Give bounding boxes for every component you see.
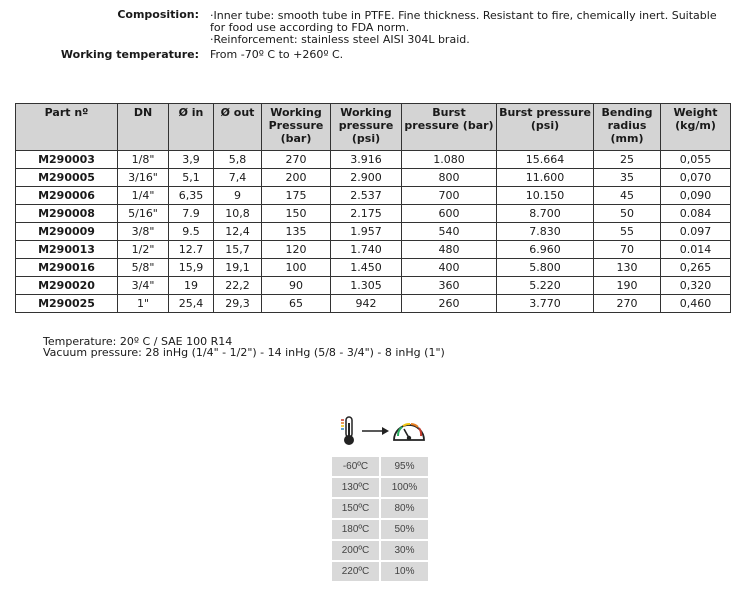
table-cell: 1.080	[402, 151, 497, 169]
table-cell: 150	[262, 205, 331, 223]
table-cell: 3.770	[497, 295, 594, 313]
table-cell: 120	[262, 241, 331, 259]
table-cell: 0,090	[661, 187, 731, 205]
table-cell: 600	[402, 205, 497, 223]
table-cell: 190	[594, 277, 661, 295]
vacuum-note: Vacuum pressure: 28 inHg (1/4" - 1/2") - 14 inHg (5/8 - 3/4") - 8 inHg (1")	[43, 346, 445, 359]
pressure-percent-cell: 95%	[381, 457, 428, 476]
table-cell: 2.175	[331, 205, 402, 223]
table-cell: 5/8"	[118, 259, 169, 277]
pressure-percent-cell: 10%	[381, 562, 428, 581]
derating-row	[332, 499, 428, 518]
working-temperature-label: Working temperature:	[60, 48, 199, 61]
table-cell: 0,460	[661, 295, 731, 313]
table-cell: 15,7	[214, 241, 262, 259]
column-header: Working pressure (psi)	[331, 104, 402, 151]
column-header: DN	[118, 104, 169, 151]
table-cell: 3/16"	[118, 169, 169, 187]
table-row	[16, 205, 731, 223]
table-row	[16, 259, 731, 277]
column-header: Part nº	[16, 104, 118, 151]
table-cell: 5/16"	[118, 205, 169, 223]
column-header: Burst pressure (bar)	[402, 104, 497, 151]
table-cell: 19,1	[214, 259, 262, 277]
table-cell: 10,8	[214, 205, 262, 223]
derating-row	[332, 478, 428, 497]
pressure-percent-cell: 100%	[381, 478, 428, 497]
column-header: Ø in	[169, 104, 214, 151]
table-cell: 1.740	[331, 241, 402, 259]
table-row	[16, 277, 731, 295]
arrow-right-icon	[362, 427, 389, 435]
table-cell: 1.305	[331, 277, 402, 295]
table-cell: 5.800	[497, 259, 594, 277]
table-cell: 22,2	[214, 277, 262, 295]
table-cell: 175	[262, 187, 331, 205]
table-cell: 3.916	[331, 151, 402, 169]
table-cell: 3/8"	[118, 223, 169, 241]
table-cell: 800	[402, 169, 497, 187]
table-cell: 45	[594, 187, 661, 205]
temperature-cell: 200ºC	[332, 541, 379, 560]
column-header: Burst pressure (psi)	[497, 104, 594, 151]
table-cell: 25,4	[169, 295, 214, 313]
table-row	[16, 187, 731, 205]
table-cell: 130	[594, 259, 661, 277]
table-cell: 11.600	[497, 169, 594, 187]
table-cell: 0.097	[661, 223, 731, 241]
table-cell: 7,4	[214, 169, 262, 187]
table-cell: 5,1	[169, 169, 214, 187]
table-cell: 3,9	[169, 151, 214, 169]
derating-row	[332, 520, 428, 539]
working-temperature-value: From -70º C to +260º C.	[210, 48, 344, 61]
temperature-cell: 180ºC	[332, 520, 379, 539]
table-cell: 19	[169, 277, 214, 295]
table-cell: 2.900	[331, 169, 402, 187]
table-cell: 7.9	[169, 205, 214, 223]
pressure-gauge-icon	[394, 424, 424, 440]
composition-line: ·Inner tube: smooth tube in PTFE. Fine thickness. Resistant to fire, chemically inert. Suitable for food use according to FDA norm.	[210, 9, 717, 34]
table-cell: 12.7	[169, 241, 214, 259]
table-cell: 5.220	[497, 277, 594, 295]
table-cell: 29,3	[214, 295, 262, 313]
composition-spec	[0, 9, 747, 45]
table-cell: 65	[262, 295, 331, 313]
part-number-cell: M290025	[16, 295, 118, 313]
table-cell: 0.014	[661, 241, 731, 259]
parts-table	[15, 103, 731, 313]
table-cell: 1.450	[331, 259, 402, 277]
temperature-pressure-table	[330, 455, 430, 583]
composition-value	[210, 10, 730, 46]
part-number-cell: M290009	[16, 223, 118, 241]
table-cell: 70	[594, 241, 661, 259]
table-cell: 1/4"	[118, 187, 169, 205]
pressure-percent-cell: 50%	[381, 520, 428, 539]
table-cell: 90	[262, 277, 331, 295]
part-number-cell: M290020	[16, 277, 118, 295]
table-cell: 200	[262, 169, 331, 187]
part-number-cell: M290006	[16, 187, 118, 205]
table-cell: 9.5	[169, 223, 214, 241]
table-cell: 9	[214, 187, 262, 205]
table-row	[16, 169, 731, 187]
table-header-row	[16, 104, 731, 151]
table-cell: 55	[594, 223, 661, 241]
table-cell: 3/4"	[118, 277, 169, 295]
part-number-cell: M290005	[16, 169, 118, 187]
table-cell: 135	[262, 223, 331, 241]
temperature-cell: -60ºC	[332, 457, 379, 476]
table-cell: 1"	[118, 295, 169, 313]
table-cell: 10.150	[497, 187, 594, 205]
part-number-cell: M290003	[16, 151, 118, 169]
table-cell: 270	[594, 295, 661, 313]
part-number-cell: M290013	[16, 241, 118, 259]
temperature-cell: 130ºC	[332, 478, 379, 497]
table-cell: 0,055	[661, 151, 731, 169]
table-cell: 6.960	[497, 241, 594, 259]
column-header: Bending radius (mm)	[594, 104, 661, 151]
table-cell: 0.084	[661, 205, 731, 223]
composition-label: Composition:	[117, 8, 199, 21]
table-cell: 2.537	[331, 187, 402, 205]
table-cell: 100	[262, 259, 331, 277]
table-row	[16, 151, 731, 169]
derating-row	[332, 457, 428, 476]
composition-line: ·Reinforcement: stainless steel AISI 304L braid.	[210, 33, 470, 46]
table-row	[16, 241, 731, 259]
temperature-cell: 220ºC	[332, 562, 379, 581]
thermometer-icon	[341, 417, 354, 445]
temperature-note: Temperature: 20º C / SAE 100 R14	[43, 335, 233, 348]
table-cell: 12,4	[214, 223, 262, 241]
table-cell: 400	[402, 259, 497, 277]
column-header: Ø out	[214, 104, 262, 151]
notes	[43, 336, 445, 358]
derating-row	[332, 541, 428, 560]
table-row	[16, 223, 731, 241]
column-header: Weight (kg/m)	[661, 104, 731, 151]
table-cell: 6,35	[169, 187, 214, 205]
derating-icons	[338, 414, 428, 446]
table-cell: 480	[402, 241, 497, 259]
table-cell: 25	[594, 151, 661, 169]
table-cell: 270	[262, 151, 331, 169]
pressure-percent-cell: 30%	[381, 541, 428, 560]
table-cell: 0,320	[661, 277, 731, 295]
table-cell: 260	[402, 295, 497, 313]
table-cell: 0,070	[661, 169, 731, 187]
part-number-cell: M290008	[16, 205, 118, 223]
pressure-percent-cell: 80%	[381, 499, 428, 518]
table-cell: 540	[402, 223, 497, 241]
derating-row	[332, 562, 428, 581]
table-cell: 1/8"	[118, 151, 169, 169]
working-temperature-spec	[0, 49, 747, 63]
table-cell: 7.830	[497, 223, 594, 241]
table-cell: 360	[402, 277, 497, 295]
table-cell: 700	[402, 187, 497, 205]
temperature-cell: 150ºC	[332, 499, 379, 518]
table-cell: 15,9	[169, 259, 214, 277]
table-row	[16, 295, 731, 313]
table-cell: 5,8	[214, 151, 262, 169]
table-cell: 8.700	[497, 205, 594, 223]
table-cell: 0,265	[661, 259, 731, 277]
table-cell: 15.664	[497, 151, 594, 169]
column-header: Working Pressure (bar)	[262, 104, 331, 151]
table-cell: 1/2"	[118, 241, 169, 259]
table-cell: 35	[594, 169, 661, 187]
table-cell: 1.957	[331, 223, 402, 241]
table-cell: 50	[594, 205, 661, 223]
part-number-cell: M290016	[16, 259, 118, 277]
table-cell: 942	[331, 295, 402, 313]
